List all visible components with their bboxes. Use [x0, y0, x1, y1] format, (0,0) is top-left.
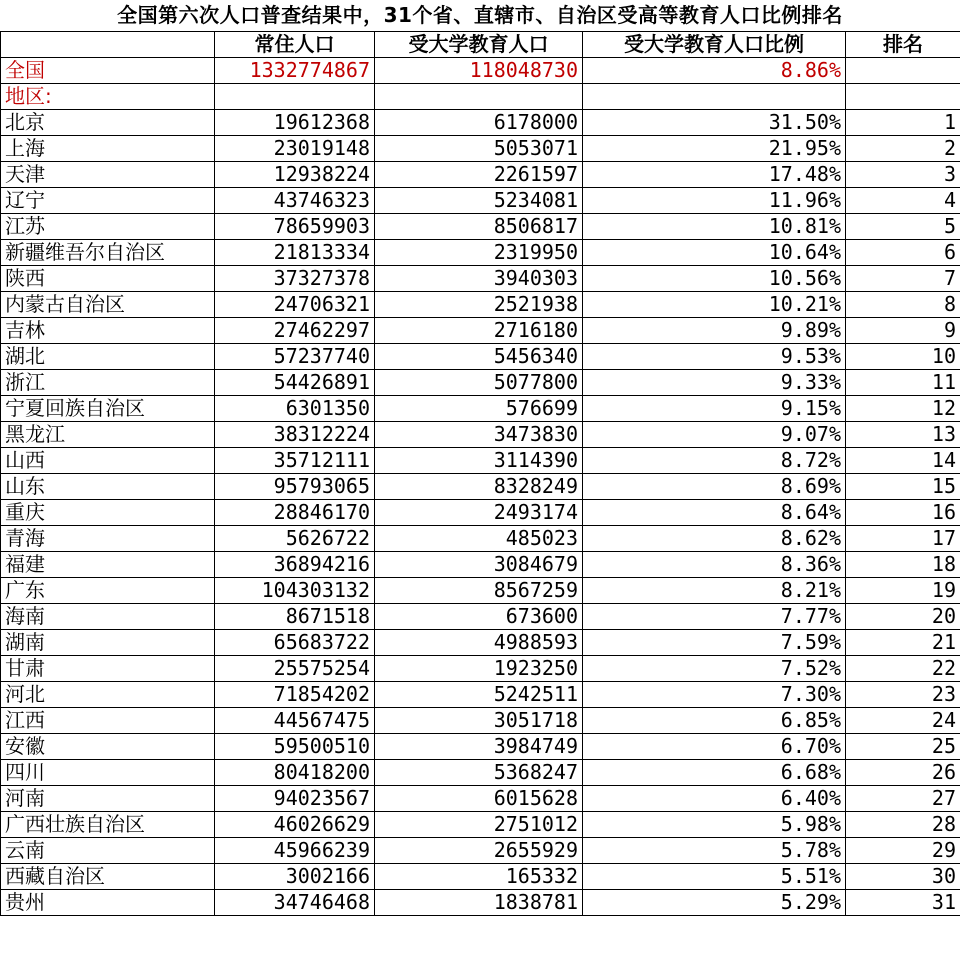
educated-cell[interactable]: 3051718 [375, 708, 583, 734]
ratio-cell[interactable]: 8.64% [583, 500, 846, 526]
table-row [1, 162, 960, 188]
educated-cell[interactable]: 3114390 [375, 448, 583, 474]
region-name-cell[interactable]: 吉林 [1, 318, 215, 344]
population-cell[interactable]: 25575254 [215, 656, 375, 682]
educated-cell[interactable]: 5077800 [375, 370, 583, 396]
table-row [1, 500, 960, 526]
rank-cell[interactable]: 10 [846, 344, 960, 370]
educated-cell[interactable]: 576699 [375, 396, 583, 422]
population-cell[interactable]: 23019148 [215, 136, 375, 162]
population-cell[interactable]: 6301350 [215, 396, 375, 422]
region-name-cell[interactable]: 青海 [1, 526, 215, 552]
table-row [1, 578, 960, 604]
educated-cell[interactable]: 3084679 [375, 552, 583, 578]
region-name-cell[interactable]: 宁夏回族自治区 [1, 396, 215, 422]
educated-cell[interactable]: 6178000 [375, 110, 583, 136]
sheet-title: 全国第六次人口普查结果中，31个省、直辖市、自治区受高等教育人口比例排名 [0, 0, 960, 32]
region-name-cell[interactable]: 内蒙古自治区 [1, 292, 215, 318]
educated-cell[interactable]: 8567259 [375, 578, 583, 604]
educated-cell[interactable]: 5456340 [375, 344, 583, 370]
national-educated[interactable]: 118048730 [375, 58, 583, 84]
population-cell[interactable]: 65683722 [215, 630, 375, 656]
table-row [1, 370, 960, 396]
population-cell[interactable]: 78659903 [215, 214, 375, 240]
educated-cell[interactable]: 5234081 [375, 188, 583, 214]
ratio-cell[interactable]: 9.07% [583, 422, 846, 448]
population-cell[interactable]: 34746468 [215, 890, 375, 916]
region-name-cell[interactable]: 西藏自治区 [1, 864, 215, 890]
educated-cell[interactable]: 2319950 [375, 240, 583, 266]
ratio-cell[interactable]: 7.59% [583, 630, 846, 656]
ratio-cell[interactable]: 8.62% [583, 526, 846, 552]
ratio-cell[interactable]: 31.50% [583, 110, 846, 136]
ratio-cell[interactable]: 10.64% [583, 240, 846, 266]
educated-cell[interactable]: 8328249 [375, 474, 583, 500]
table-row [1, 396, 960, 422]
rank-cell[interactable]: 27 [846, 786, 960, 812]
population-cell[interactable]: 57237740 [215, 344, 375, 370]
table-row [1, 292, 960, 318]
educated-cell[interactable]: 2751012 [375, 812, 583, 838]
region-name-cell[interactable]: 江苏 [1, 214, 215, 240]
rank-cell[interactable]: 23 [846, 682, 960, 708]
population-cell[interactable]: 95793065 [215, 474, 375, 500]
rank-cell[interactable]: 14 [846, 448, 960, 474]
rank-cell[interactable]: 15 [846, 474, 960, 500]
ratio-cell[interactable]: 8.36% [583, 552, 846, 578]
table-row [1, 656, 960, 682]
region-name-cell[interactable]: 湖北 [1, 344, 215, 370]
ratio-cell[interactable]: 17.48% [583, 162, 846, 188]
population-cell[interactable]: 35712111 [215, 448, 375, 474]
header-educated[interactable]: 受大学教育人口 [375, 32, 583, 58]
ratio-cell[interactable]: 6.40% [583, 786, 846, 812]
educated-cell[interactable]: 5368247 [375, 760, 583, 786]
table-row [1, 760, 960, 786]
table-row [1, 266, 960, 292]
empty-cell[interactable] [846, 84, 960, 110]
population-cell[interactable]: 54426891 [215, 370, 375, 396]
region-name-cell[interactable]: 福建 [1, 552, 215, 578]
rank-cell[interactable]: 9 [846, 318, 960, 344]
rank-cell[interactable]: 1 [846, 110, 960, 136]
rank-cell[interactable]: 19 [846, 578, 960, 604]
table-row [1, 630, 960, 656]
educated-cell[interactable]: 8506817 [375, 214, 583, 240]
rank-cell[interactable]: 21 [846, 630, 960, 656]
rank-cell[interactable]: 11 [846, 370, 960, 396]
ratio-cell[interactable]: 9.53% [583, 344, 846, 370]
educated-cell[interactable]: 1838781 [375, 890, 583, 916]
region-name-cell[interactable]: 云南 [1, 838, 215, 864]
rank-cell[interactable]: 13 [846, 422, 960, 448]
region-name-cell[interactable]: 天津 [1, 162, 215, 188]
table-row [1, 890, 960, 916]
ratio-cell[interactable]: 10.81% [583, 214, 846, 240]
table-row [1, 786, 960, 812]
educated-cell[interactable]: 4988593 [375, 630, 583, 656]
region-name-cell[interactable]: 贵州 [1, 890, 215, 916]
population-cell[interactable]: 3002166 [215, 864, 375, 890]
educated-cell[interactable]: 2655929 [375, 838, 583, 864]
ratio-cell[interactable]: 5.29% [583, 890, 846, 916]
region-name-cell[interactable]: 新疆维吾尔自治区 [1, 240, 215, 266]
ratio-cell[interactable]: 8.69% [583, 474, 846, 500]
empty-cell[interactable] [215, 84, 375, 110]
educated-cell[interactable]: 2716180 [375, 318, 583, 344]
rank-cell[interactable]: 5 [846, 214, 960, 240]
rank-cell[interactable]: 24 [846, 708, 960, 734]
header-rank[interactable]: 排名 [846, 32, 960, 58]
table-row [1, 240, 960, 266]
population-cell[interactable]: 36894216 [215, 552, 375, 578]
population-cell[interactable]: 19612368 [215, 110, 375, 136]
region-name-cell[interactable]: 重庆 [1, 500, 215, 526]
population-cell[interactable]: 28846170 [215, 500, 375, 526]
region-label[interactable]: 地区: [1, 84, 215, 110]
national-population[interactable]: 1332774867 [215, 58, 375, 84]
rank-cell[interactable]: 18 [846, 552, 960, 578]
rank-cell[interactable]: 8 [846, 292, 960, 318]
rank-cell[interactable]: 30 [846, 864, 960, 890]
rank-cell[interactable]: 12 [846, 396, 960, 422]
population-cell[interactable]: 24706321 [215, 292, 375, 318]
population-cell[interactable]: 5626722 [215, 526, 375, 552]
table-row [1, 136, 960, 162]
population-cell[interactable]: 44567475 [215, 708, 375, 734]
ratio-cell[interactable]: 9.15% [583, 396, 846, 422]
region-name-cell[interactable]: 陕西 [1, 266, 215, 292]
region-name-cell[interactable]: 湖南 [1, 630, 215, 656]
region-name-cell[interactable]: 北京 [1, 110, 215, 136]
rank-cell[interactable]: 6 [846, 240, 960, 266]
national-name[interactable]: 全国 [1, 58, 215, 84]
header-region[interactable] [1, 32, 215, 58]
educated-cell[interactable]: 485023 [375, 526, 583, 552]
region-name-cell[interactable]: 甘肃 [1, 656, 215, 682]
rank-cell[interactable]: 28 [846, 812, 960, 838]
population-cell[interactable]: 37327378 [215, 266, 375, 292]
educated-cell[interactable]: 673600 [375, 604, 583, 630]
ratio-cell[interactable]: 6.85% [583, 708, 846, 734]
empty-cell[interactable] [375, 84, 583, 110]
ratio-cell[interactable]: 5.98% [583, 812, 846, 838]
empty-cell[interactable] [583, 84, 846, 110]
educated-cell[interactable]: 5053071 [375, 136, 583, 162]
rank-cell[interactable]: 25 [846, 734, 960, 760]
header-row [1, 32, 960, 58]
region-name-cell[interactable]: 山西 [1, 448, 215, 474]
educated-cell[interactable]: 165332 [375, 864, 583, 890]
data-table [0, 31, 960, 916]
region-name-cell[interactable]: 河北 [1, 682, 215, 708]
ratio-cell[interactable]: 6.68% [583, 760, 846, 786]
region-name-cell[interactable]: 四川 [1, 760, 215, 786]
educated-cell[interactable]: 2261597 [375, 162, 583, 188]
table-row [1, 474, 960, 500]
national-row [1, 58, 960, 84]
national-ratio[interactable]: 8.86% [583, 58, 846, 84]
ratio-cell[interactable]: 9.89% [583, 318, 846, 344]
header-population[interactable]: 常住人口 [215, 32, 375, 58]
population-cell[interactable]: 46026629 [215, 812, 375, 838]
rank-cell[interactable]: 31 [846, 890, 960, 916]
ratio-cell[interactable]: 6.70% [583, 734, 846, 760]
table-row [1, 448, 960, 474]
educated-cell[interactable]: 3940303 [375, 266, 583, 292]
table-row [1, 604, 960, 630]
population-cell[interactable]: 43746323 [215, 188, 375, 214]
table-row [1, 214, 960, 240]
header-ratio[interactable]: 受大学教育人口比例 [583, 32, 846, 58]
ratio-cell[interactable]: 7.52% [583, 656, 846, 682]
rank-cell[interactable]: 4 [846, 188, 960, 214]
population-cell[interactable]: 104303132 [215, 578, 375, 604]
table-row [1, 708, 960, 734]
population-cell[interactable]: 12938224 [215, 162, 375, 188]
region-name-cell[interactable]: 浙江 [1, 370, 215, 396]
region-label-row [1, 84, 960, 110]
table-row [1, 110, 960, 136]
table-row [1, 188, 960, 214]
rank-cell[interactable]: 7 [846, 266, 960, 292]
table-row [1, 864, 960, 890]
table-row [1, 838, 960, 864]
ratio-cell[interactable]: 5.78% [583, 838, 846, 864]
rank-cell[interactable]: 26 [846, 760, 960, 786]
educated-cell[interactable]: 5242511 [375, 682, 583, 708]
national-rank[interactable] [846, 58, 960, 84]
table-row [1, 344, 960, 370]
table-row [1, 552, 960, 578]
population-cell[interactable]: 80418200 [215, 760, 375, 786]
rank-cell[interactable]: 16 [846, 500, 960, 526]
ratio-cell[interactable]: 7.30% [583, 682, 846, 708]
ratio-cell[interactable]: 21.95% [583, 136, 846, 162]
region-name-cell[interactable]: 河南 [1, 786, 215, 812]
ratio-cell[interactable]: 7.77% [583, 604, 846, 630]
population-cell[interactable]: 71854202 [215, 682, 375, 708]
ratio-cell[interactable]: 10.21% [583, 292, 846, 318]
region-name-cell[interactable]: 辽宁 [1, 188, 215, 214]
educated-cell[interactable]: 3984749 [375, 734, 583, 760]
rank-cell[interactable]: 3 [846, 162, 960, 188]
ratio-cell[interactable]: 11.96% [583, 188, 846, 214]
region-name-cell[interactable]: 海南 [1, 604, 215, 630]
ratio-cell[interactable]: 5.51% [583, 864, 846, 890]
rank-cell[interactable]: 29 [846, 838, 960, 864]
population-cell[interactable]: 59500510 [215, 734, 375, 760]
educated-cell[interactable]: 3473830 [375, 422, 583, 448]
rank-cell[interactable]: 17 [846, 526, 960, 552]
rank-cell[interactable]: 2 [846, 136, 960, 162]
table-row [1, 422, 960, 448]
region-name-cell[interactable]: 广东 [1, 578, 215, 604]
population-cell[interactable]: 45966239 [215, 838, 375, 864]
ratio-cell[interactable]: 9.33% [583, 370, 846, 396]
educated-cell[interactable]: 1923250 [375, 656, 583, 682]
table-row [1, 812, 960, 838]
population-cell[interactable]: 27462297 [215, 318, 375, 344]
region-name-cell[interactable]: 安徽 [1, 734, 215, 760]
table-row [1, 734, 960, 760]
table-row [1, 318, 960, 344]
region-name-cell[interactable]: 上海 [1, 136, 215, 162]
educated-cell[interactable]: 2521938 [375, 292, 583, 318]
region-name-cell[interactable]: 广西壮族自治区 [1, 812, 215, 838]
population-cell[interactable]: 38312224 [215, 422, 375, 448]
ratio-cell[interactable]: 8.72% [583, 448, 846, 474]
table-row [1, 526, 960, 552]
educated-cell[interactable]: 6015628 [375, 786, 583, 812]
rank-cell[interactable]: 20 [846, 604, 960, 630]
region-name-cell[interactable]: 山东 [1, 474, 215, 500]
population-cell[interactable]: 94023567 [215, 786, 375, 812]
ratio-cell[interactable]: 8.21% [583, 578, 846, 604]
table-row [1, 682, 960, 708]
rank-cell[interactable]: 22 [846, 656, 960, 682]
educated-cell[interactable]: 2493174 [375, 500, 583, 526]
ratio-cell[interactable]: 10.56% [583, 266, 846, 292]
region-name-cell[interactable]: 江西 [1, 708, 215, 734]
population-cell[interactable]: 21813334 [215, 240, 375, 266]
region-name-cell[interactable]: 黑龙江 [1, 422, 215, 448]
population-cell[interactable]: 8671518 [215, 604, 375, 630]
